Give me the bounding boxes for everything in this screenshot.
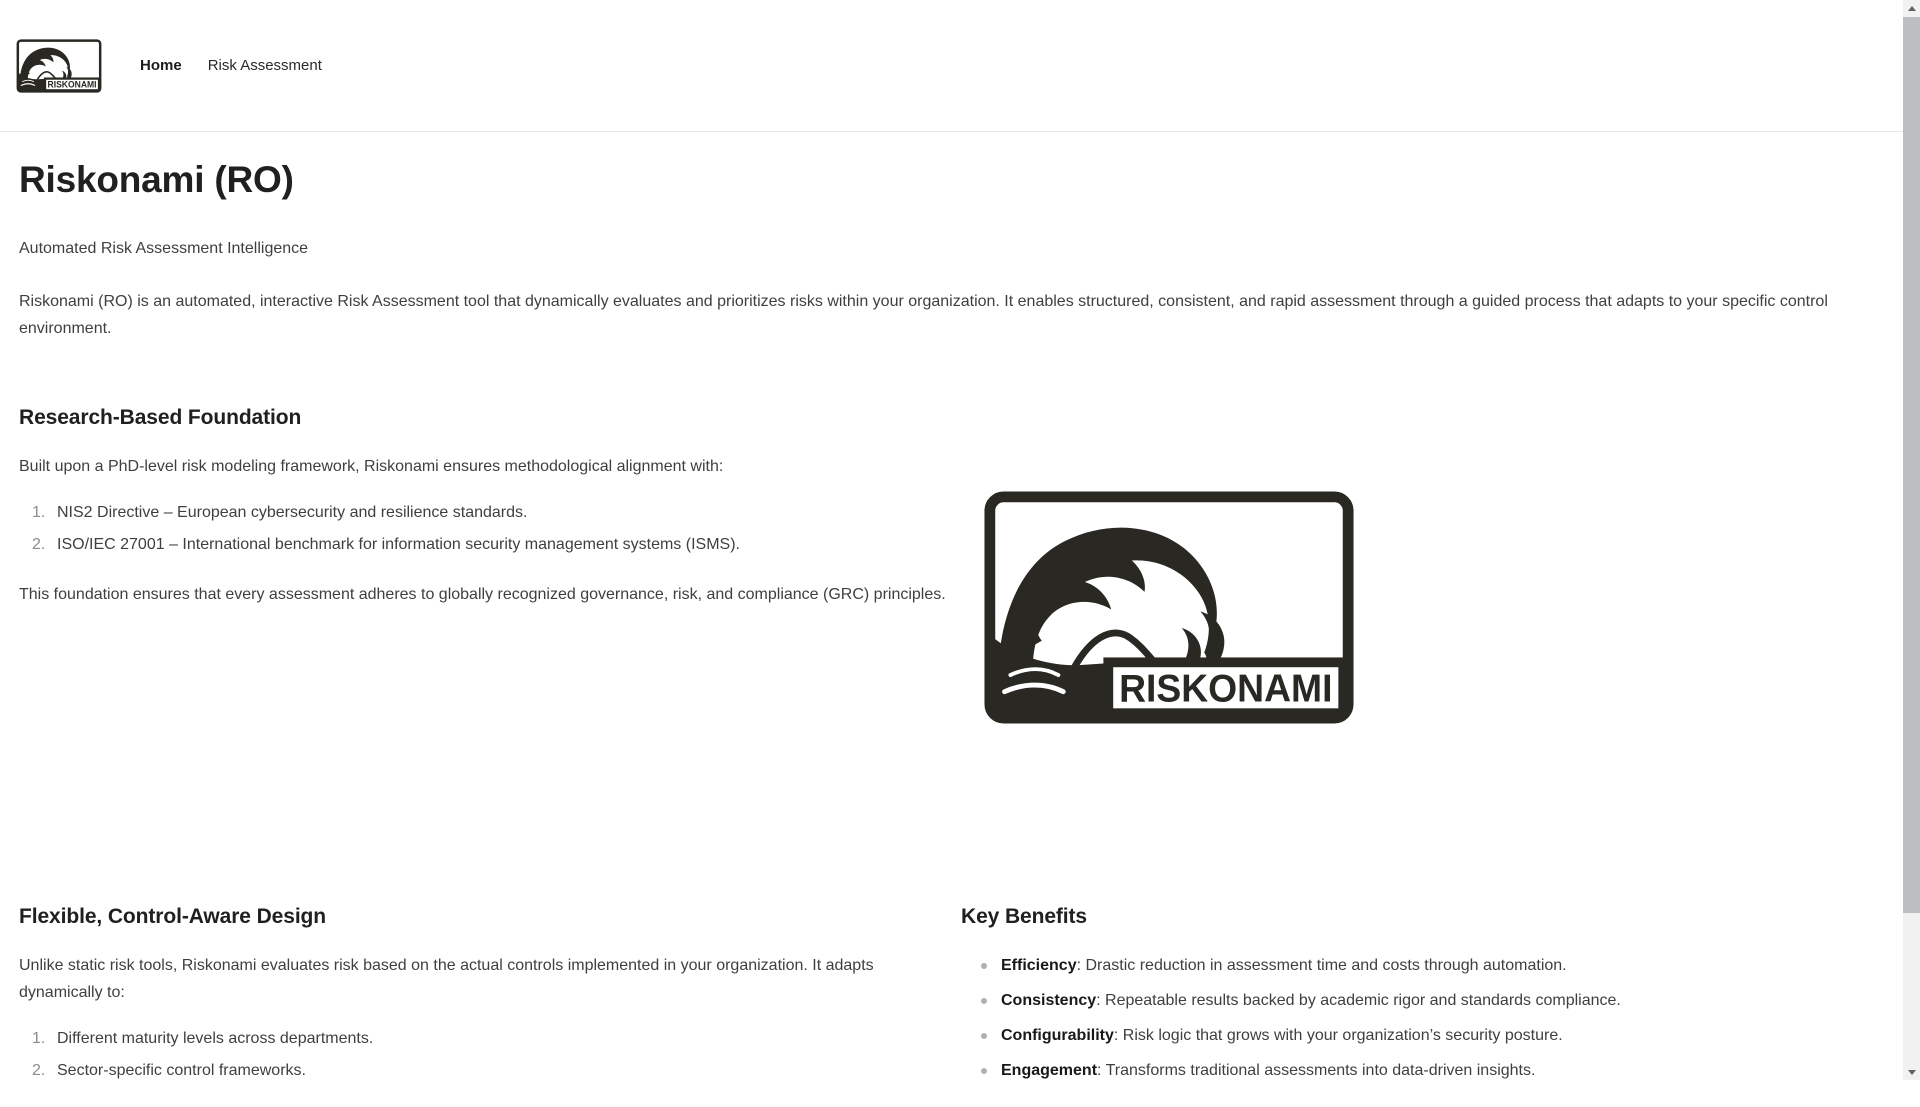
main-nav	[140, 57, 322, 74]
site-header	[0, 0, 1903, 132]
list-item: Sector-specific control frameworks.	[57, 1062, 306, 1079]
benefit-term: Efficiency	[1001, 957, 1077, 974]
benefit-desc: : Transforms traditional assessments into data-driven insights.	[1097, 1062, 1536, 1079]
scrollbar-thumb[interactable]	[1903, 17, 1920, 913]
scrollbar[interactable]	[1903, 0, 1920, 1080]
list-item: NIS2 Directive – European cybersecurity and resilience standards.	[57, 504, 528, 521]
flexible-lead: Unlike static risk tools, Riskonami evaluates risk based on the actual controls implemented in your organization. It adapts dynamically to:	[19, 957, 874, 1001]
site-logo[interactable]	[16, 39, 102, 93]
arrow-down-icon	[1908, 1070, 1916, 1075]
benefit-term: Configurability	[1001, 1027, 1114, 1044]
riskonami-wave-icon	[16, 39, 102, 93]
page-title: Riskonami (RO)	[19, 159, 294, 200]
arrow-up-icon	[1908, 6, 1916, 11]
benefits-column	[951, 905, 1883, 1107]
adaptation-list	[19, 1025, 951, 1084]
research-text-column	[19, 406, 951, 725]
nav-link-risk-assessment[interactable]: Risk Assessment	[207, 57, 322, 74]
scroll-up-button[interactable]	[1903, 0, 1920, 16]
list-item: Different maturity levels across departments.	[57, 1030, 374, 1047]
research-section	[19, 406, 1883, 725]
intro-paragraph: Riskonami (RO) is an automated, interactive Risk Assessment tool that dynamically evaluates and prioritizes risks within your organization. It enables structured, consistent, and rapid assessment through a guided process that adapts to your specific control environment.	[19, 293, 1828, 337]
list-item	[961, 1022, 1883, 1049]
list-item	[961, 987, 1883, 1014]
benefit-desc: : Risk logic that grows with your organization’s security posture.	[1113, 1027, 1563, 1044]
bottom-section	[19, 905, 1883, 1107]
flexible-heading: Flexible, Control-Aware Design	[19, 905, 327, 928]
benefit-term: Consistency	[1001, 992, 1097, 1009]
benefit-term: Engagement	[1001, 1062, 1098, 1079]
benefits-heading: Key Benefits	[961, 905, 1088, 928]
list-item	[961, 952, 1883, 979]
scroll-down-button[interactable]	[1903, 1064, 1920, 1080]
tagline: Automated Risk Assessment Intelligence	[19, 240, 309, 257]
research-image-column	[951, 406, 1883, 725]
research-lead: Built upon a PhD-level risk modeling framework, Riskonami ensures methodological alignment with:	[19, 458, 724, 475]
riskonami-logo-image	[983, 490, 1355, 725]
benefit-desc: : Repeatable results backed by academic rigor and standards compliance.	[1096, 992, 1621, 1009]
research-closing: This foundation ensures that every assessment adheres to globally recognized governance, risk, and compliance (GRC) principles.	[19, 586, 946, 603]
benefits-list	[961, 952, 1883, 1084]
list-item: ISO/IEC 27001 – International benchmark for information security management systems (ISMS).	[57, 536, 740, 553]
standards-list	[19, 499, 951, 558]
research-heading: Research-Based Foundation	[19, 406, 302, 429]
benefit-desc: : Drastic reduction in assessment time and costs through automation.	[1076, 957, 1567, 974]
flexible-column	[19, 905, 951, 1107]
nav-link-home[interactable]: Home	[140, 57, 182, 74]
main-content	[0, 159, 1903, 1107]
